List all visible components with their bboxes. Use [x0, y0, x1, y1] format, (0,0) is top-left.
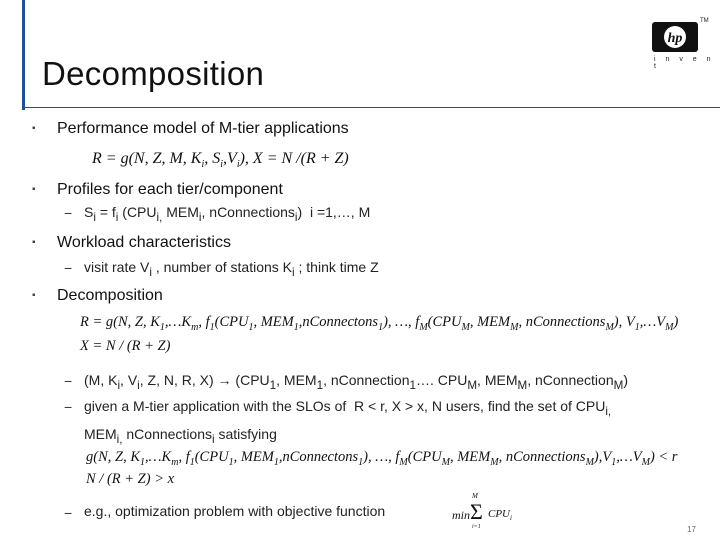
square-bullet-icon: ▪: [32, 184, 36, 195]
page-number: 17: [687, 525, 696, 534]
dash-icon: −: [64, 260, 73, 276]
dash-icon: −: [64, 399, 73, 415]
workload-detail: visit rate $V_i$ , number of stations $K_i$ ; think time Z: [84, 259, 379, 279]
formula-throughput-constraint: N / (R + Z) > x: [86, 471, 175, 487]
dash-icon: −: [64, 373, 73, 389]
hp-logo-icon: [652, 22, 698, 52]
objective-description: e.g., optimization problem with objective function: [84, 503, 386, 519]
logo-tagline: i n v e n t: [654, 56, 715, 70]
bullet-performance-model: Performance model of M-tier applications: [57, 120, 349, 137]
formula-constraint: g(N, Z, $K_1,\dots K_m$, $f_1(CPU_1$, $MEM_1,nConnectons_1$), …, $f_M(CPU_M$, $MEM_M$, $nConnections_M),V_1,\dots V_M) < r$: [86, 449, 678, 468]
square-bullet-icon: ▪: [32, 237, 36, 248]
svg-text:hp: hp: [667, 31, 683, 46]
bullet-workload: Workload characteristics: [57, 234, 231, 251]
dash-icon: −: [64, 505, 73, 521]
square-bullet-icon: ▪: [32, 123, 36, 134]
bullet-profiles: Profiles for each tier/component: [57, 181, 283, 198]
formula-response-time: R = g(N, Z, M, $K_i$, $S_i,V_i$), X = N /(R + Z): [92, 150, 349, 171]
slo-description: given a M-tier application with the SLOs of R < r, X > x, N users, find the set of $CPU_{i,}$ $MEM_{i,}$ nConnections$_i$ satisfying: [84, 398, 612, 446]
square-bullet-icon: ▪: [32, 290, 36, 301]
trademark-label: TM: [700, 18, 709, 24]
bullet-decomposition: Decomposition: [57, 287, 163, 304]
arrow-right-icon: →: [217, 372, 232, 388]
title-divider: [22, 107, 720, 108]
formula-throughput: X = N / (R + Z): [80, 338, 171, 354]
formula-decomposition: R = g(N, Z, $K_1,\dots K_m$, $f_1(CPU_1$, $MEM_1,nConnectons_1$), …, $f_M(CPU_M$, $MEM_M$, nConnections$_M$), $V_1,\dots V_M$): [80, 314, 679, 333]
title-accent-bar: [22, 0, 25, 110]
profiles-formula: $S_i = f_i$ ($CPU_{i,}$ $MEM_i$, nConnections$_i$) i =1,…, M: [84, 204, 371, 224]
page-title: Decomposition: [42, 55, 265, 92]
dash-icon: −: [64, 205, 73, 221]
mapping-line: (M, $K_i$, $V_i$, Z, N, R, $X) \to (CPU_1$, $MEM_1$, nConnection$_1$…. $CPU_M$, $MEM_M$, nConnection$_M$): [84, 372, 629, 392]
